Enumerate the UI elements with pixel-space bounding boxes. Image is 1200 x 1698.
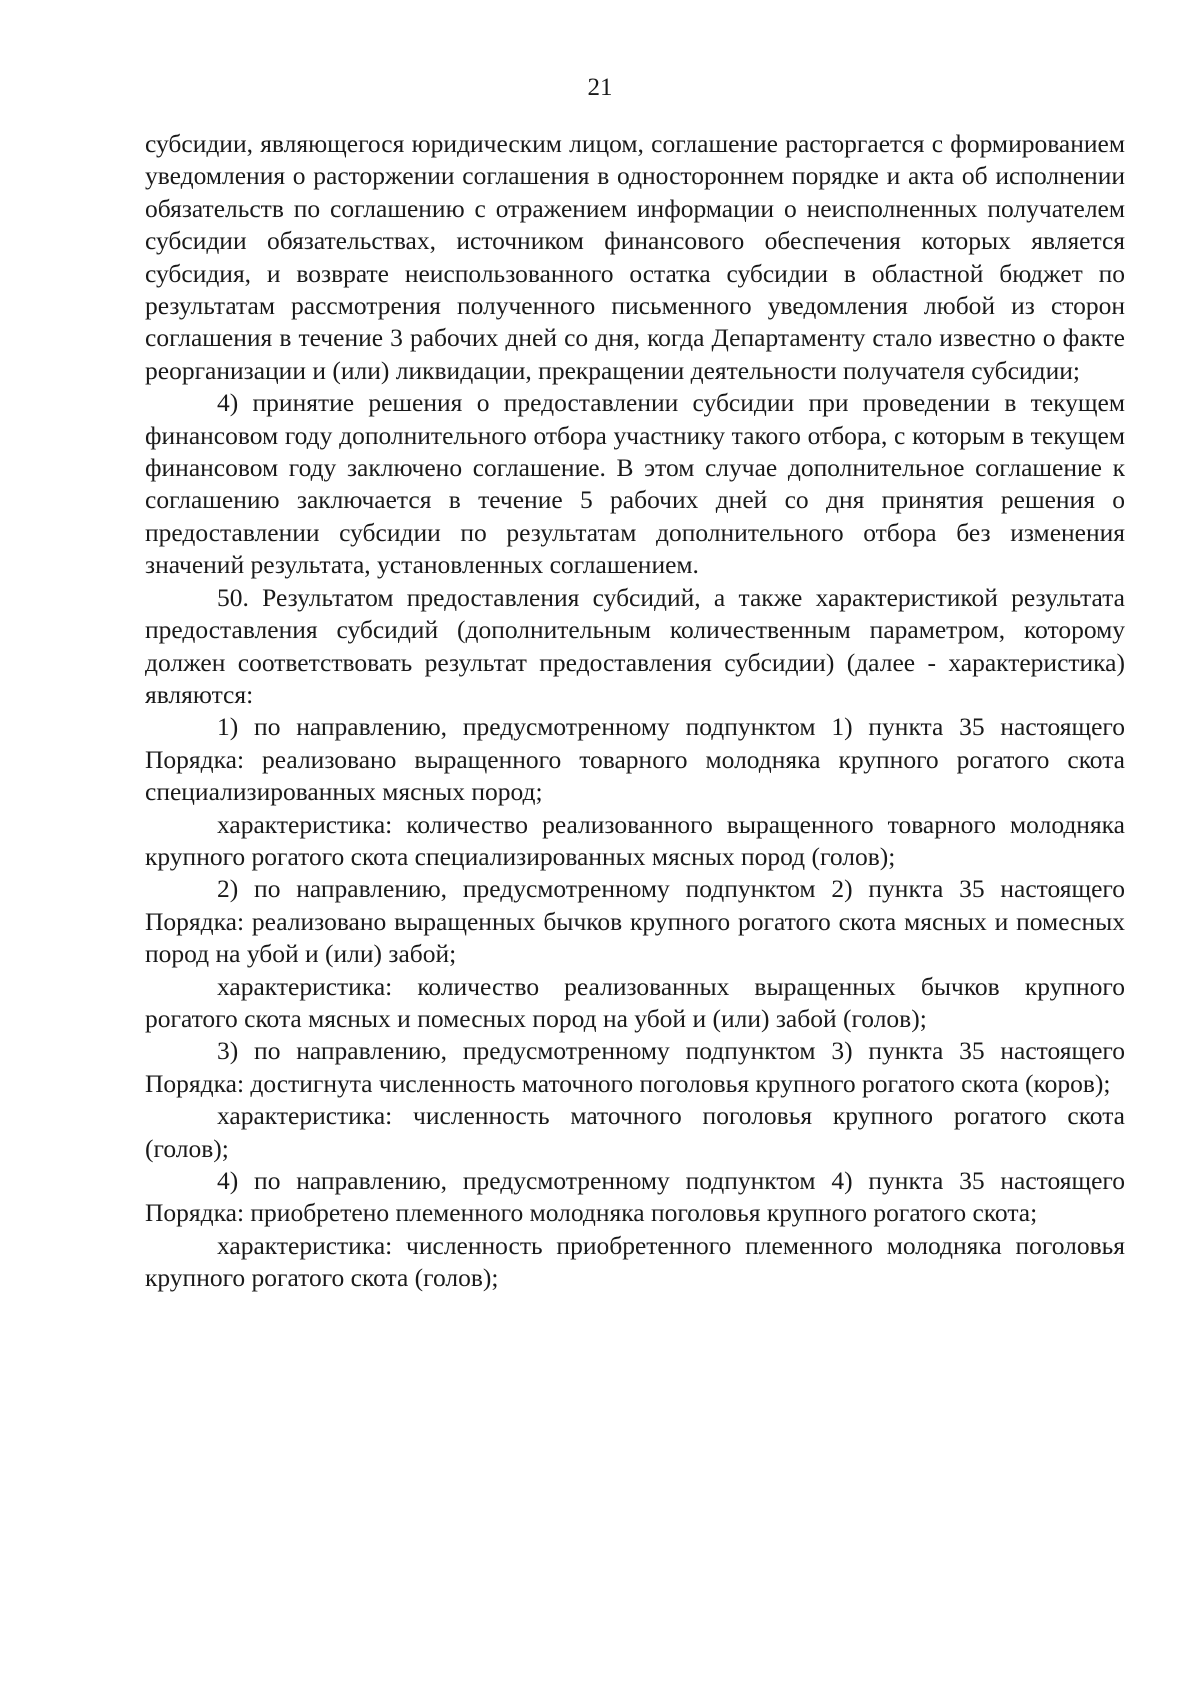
paragraph-result-2: 2) по направлению, предусмотренному подпунктом 2) пункта 35 настоящего Порядка: реализовано выращенных бычков крупного рогатого скота мясных и помесных пород на убой и (или) забой; [145, 874, 1125, 969]
paragraph-characteristic-1: характеристика: количество реализованного выращенного товарного молодняка крупного рогатого скота специализированных мясных пород (голов); [145, 809, 1125, 871]
paragraph-result-3: 3) по направлению, предусмотренному подпунктом 3) пункта 35 настоящего Порядка: достигнута численность маточного поголовья крупного рогатого скота (коров); [145, 1036, 1125, 1098]
paragraph-item-4: 4) принятие решения о предоставлении субсидии при проведении в текущем финансовом году дополнительного отбора участнику такого отбора, с которым в текущем финансовом году заключено соглашение. В этом случае дополнительное соглашение к соглашению заключается в течение 5 рабочих дней со дня принятия решения о предоставлении субсидии по результатам дополнительного отбора без изменения значений результата, установленных соглашением. [145, 388, 1125, 580]
paragraph-characteristic-2: характеристика: количество реализованных выращенных бычков крупного рогатого скота мясных и помесных пород на убой и (или) забой (голов); [145, 971, 1125, 1033]
page-number: 21 [587, 74, 613, 101]
paragraph-result-1: 1) по направлению, предусмотренному подпунктом 1) пункта 35 настоящего Порядка: реализовано выращенного товарного молодняка крупного рогатого скота специализированных мясных пород; [145, 712, 1125, 807]
paragraph-continuation: субсидии, являющегося юридическим лицом, соглашение расторгается с формированием уведомления о расторжении соглашения в одностороннем порядке и акта об исполнении обязательств по соглашению с отражением информации о неисполненных получателем субсидии обязательствах, источником финансового обеспечения которых является субсидия, и возврате неиспользованного остатка субсидии в областной бюджет по результатам рассмотрения полученного письменного уведомления любой из сторон соглашения в течение 3 рабочих дней со дня, когда Департаменту стало известно о факте реорганизации и (или) ликвидации, прекращении деятельности получателя субсидии; [145, 129, 1125, 385]
paragraph-result-4: 4) по направлению, предусмотренному подпунктом 4) пункта 35 настоящего Порядка: приобретено племенного молодняка поголовья крупного рогатого скота; [145, 1166, 1125, 1228]
paragraph-characteristic-3: характеристика: численность маточного поголовья крупного рогатого скота (голов); [145, 1101, 1125, 1163]
paragraph-characteristic-4: характеристика: численность приобретенного племенного молодняка поголовья крупного рогатого скота (голов); [145, 1230, 1125, 1293]
document-body [145, 128, 1125, 1295]
paragraph-clause-50: 50. Результатом предоставления субсидий, а также характеристикой результата предоставления субсидий (дополнительным количественным параметром, которому должен соответствовать результат предоставления субсидии) (далее - характеристика) являются: [145, 582, 1125, 709]
